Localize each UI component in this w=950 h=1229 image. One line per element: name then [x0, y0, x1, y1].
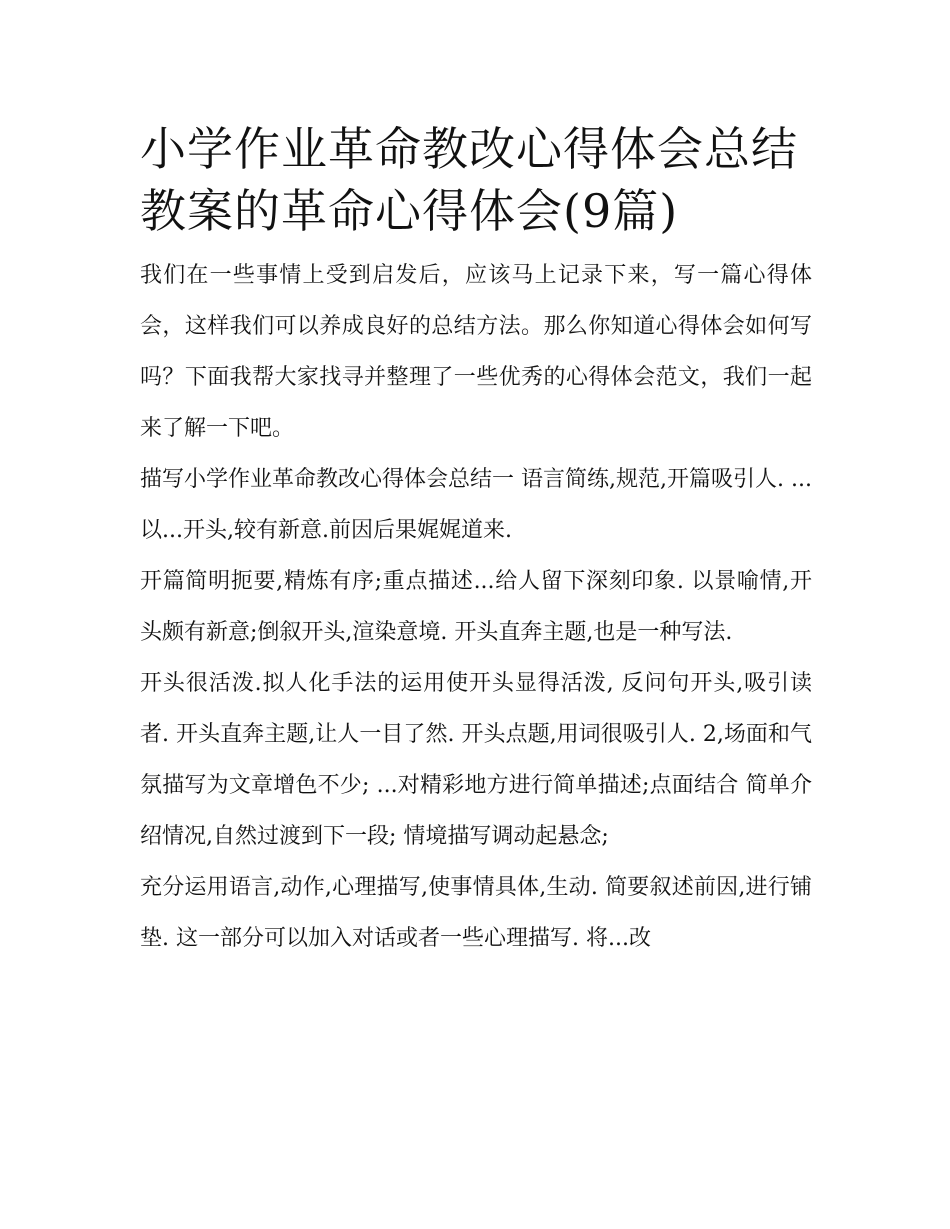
- document-title: 小学作业革命教改心得体会总结 教案的革命心得体会(9篇): [140, 122, 798, 238]
- paragraph-opening-language: 描写小学作业革命教改心得体会总结一 语言简练,规范,开篇吸引人. ...以...开头,较有新意.前因后果娓娓道来.: [140, 467, 812, 543]
- paragraph-opening-concise: 开篇简明扼要,精炼有序;重点描述...给人留下深刻印象. 以景喻情,开头颇有新意;倒叙开头,渲染意境. 开头直奔主题,也是一种写法.: [140, 569, 812, 645]
- paragraph-intro: 我们在一些事情上受到启发后，应该马上记录下来，写一篇心得体会，这样我们可以养成良好的总结方法。那么你知道心得体会如何写吗？下面我帮大家找寻并整理了一些优秀的心得体会范文，我们一起来了解一下吧。: [140, 263, 812, 441]
- paragraph-language-use: 充分运用语言,动作,心理描写,使事情具体,生动. 简要叙述前因,进行铺垫. 这一部分可以加入对话或者一些心理描写. 将...改: [140, 875, 812, 951]
- paragraph-opening-lively: 开头很活泼.拟人化手法的运用使开头显得活泼, 反问句开头,吸引读者. 开头直奔主题,让人一目了然. 开头点题,用词很吸引人. 2,场面和气氛描写为文章增色不少; ...对精彩地方进行简单描述;点面结合 简单介绍情况,自然过渡到下一段; 情境描写调动起悬念;: [140, 671, 812, 849]
- document-body: [140, 118, 812, 964]
